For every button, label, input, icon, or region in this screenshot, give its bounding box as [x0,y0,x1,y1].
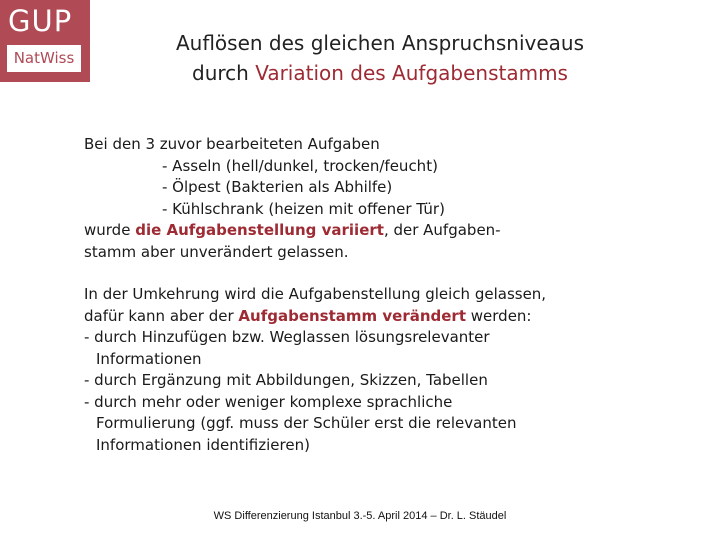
gup-natwiss-logo [0,0,90,82]
list-item: - Kühlschrank (heizen mit offener Tür) [162,199,445,218]
list-item-continuation: Informationen [96,349,202,368]
para2-line-2 [84,306,546,328]
list-item-continuation: Informationen identifizieren) [96,435,310,454]
para1-line-6: stamm aber unverändert gelassen. [84,242,349,261]
para2-highlight: Aufgabenstamm verändert [238,306,466,325]
para2-line-1: In der Umkehrung wird die Aufgabenstellung gleich gelassen, [84,285,547,303]
slide-footer: WS Differenzierung Istanbul 3.-5. April 2014 – Dr. L. Stäudel [213,510,507,522]
title-line-1: Auflösen des gleichen Anspruchsniveaus [175,31,585,55]
title-line-2 [120,58,640,88]
para1-intro: Bei den 3 zuvor bearbeiteten Aufgaben [84,135,380,153]
paragraph-1 [84,134,501,263]
logo-gup-text: GUP [8,4,73,38]
logo-natwiss-text: NatWiss [7,45,81,72]
para2-line-2-pre: dafür kann aber der [84,306,239,325]
list-item: - durch mehr oder weniger komplexe sprachliche [84,392,453,411]
para1-highlight: die Aufgabenstellung variiert [135,221,384,239]
para1-line-5-pre: wurde [84,221,136,239]
title-line-2-highlight: Variation des Aufgabenstamms [255,61,568,85]
paragraph-2 [84,284,546,456]
para1-line-5-post: , der Aufgaben- [383,221,501,239]
title-line-2-plain: durch [192,61,256,85]
list-item: - durch Hinzufügen bzw. Weglassen lösungsrelevanter [84,328,490,346]
list-item: - Ölpest (Bakterien als Abhilfe) [162,178,393,196]
list-item: - Asseln (hell/dunkel, trocken/feucht) [162,156,438,175]
para2-line-2-post: werden: [466,306,532,325]
list-item-continuation: Formulierung (ggf. muss der Schüler erst die relevanten [96,414,517,432]
list-item: - durch Ergänzung mit Abbildungen, Skizzen, Tabellen [84,371,488,389]
para1-line-5 [84,220,501,242]
slide-title [120,28,640,88]
